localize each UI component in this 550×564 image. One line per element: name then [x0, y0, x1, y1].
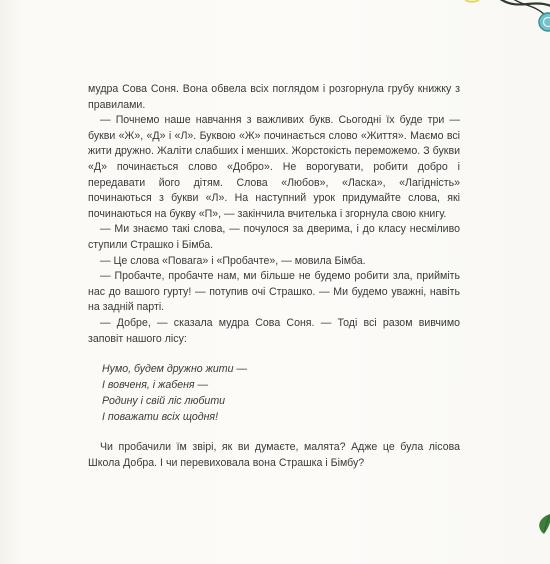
paragraph: — Почнемо наше навчання з важливих букв. Сьогодні їх буде три — букви «Ж», «Д» і «Л». Буквою «Ж» починається слово «Життя». Маємо всі жити дружно. Жаліти слабших і менших. Жорстокість переможемо. З букви «Д» починається слово «Добро». Не ворогувати, робити добро і передавати його дітям. Слова «Любов», «Ласка», «Лагідність» починаються з букви «Л». На наступний урок придумайте слова, які починаються на букву «П», — закінчила вчителька і згорнула свою книгу.: [88, 114, 460, 220]
poem-line: І поважати всіх щодня!: [102, 411, 219, 424]
closing-paragraph: Чи пробачили їм звірі, як ви думаєте, малята? Адже це була лісова Школа Добра. І чи перевиховала вона Страшка і Бімбу?: [88, 441, 460, 469]
paragraph: — Добре, — сказала мудра Сова Соня. — Тоді всі разом вивчимо заповіт нашого лісу:: [88, 316, 460, 345]
paragraph: — Це слова «Повага» і «Пробачте», — мовила Бімба.: [100, 254, 366, 267]
poem-line: Родину і свій ліс любити: [102, 395, 226, 408]
poem-line: І вовченя, і жабеня —: [102, 379, 209, 392]
paragraph: — Пробачте, пробачте нам, ми більше не будемо робити зла, прийміть нас до вашого гурту! — потупив очі Страшко. — Ми будемо уважні, навіть на задній парті.: [88, 270, 460, 314]
story-text: [88, 82, 460, 471]
paragraph: — Ми знаємо такі слова, — почулося за дверима, і до класу несміливо ступили Страшко і Бімба.: [88, 223, 460, 251]
paragraph: мудра Сова Соня. Вона обвела всіх поглядом і розгорнула грубу книжку з правилами.: [88, 83, 460, 111]
poem: [102, 361, 460, 425]
poem-line: Нумо, будем дружно жити —: [102, 363, 248, 376]
vine-with-beads-icon: [442, 0, 550, 46]
leaf-icon: [536, 512, 550, 536]
